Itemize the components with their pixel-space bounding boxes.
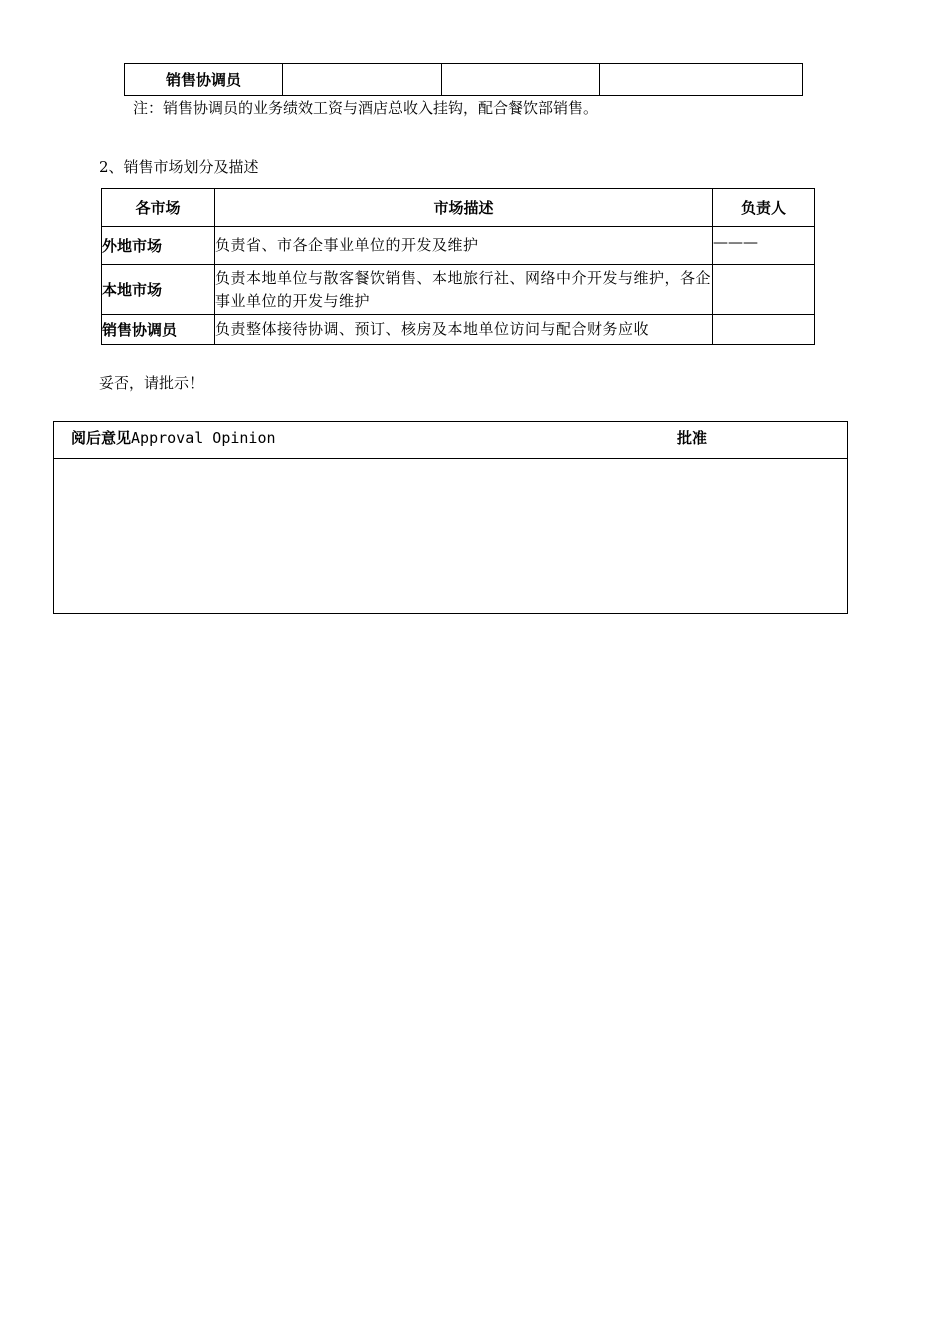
market-person bbox=[713, 265, 815, 315]
top-table-cell bbox=[283, 64, 442, 96]
top-table bbox=[124, 63, 803, 96]
market-person: ——— bbox=[713, 227, 815, 265]
approval-opinion-label bbox=[71, 427, 276, 448]
column-header-description: 市场描述 bbox=[215, 189, 713, 227]
top-table-row-label: 销售协调员 bbox=[125, 64, 283, 96]
market-name: 销售协调员 bbox=[102, 315, 215, 345]
column-header-person: 负责人 bbox=[713, 189, 815, 227]
market-name: 外地市场 bbox=[102, 227, 215, 265]
note-text: 注：销售协调员的业务绩效工资与酒店总收入挂钩，配合餐饮部销售。 bbox=[133, 99, 599, 117]
section-heading: 2、销售市场划分及描述 bbox=[99, 158, 259, 176]
approve-label: 批准 bbox=[677, 429, 708, 447]
approval-label-cn: 阅后意见 bbox=[71, 429, 132, 447]
market-description: 负责整体接待协调、预订、核房及本地单位访问与配合财务应收 bbox=[215, 315, 713, 345]
approval-opinion-area[interactable] bbox=[54, 459, 847, 614]
market-description: 负责省、市各企事业单位的开发及维护 bbox=[215, 227, 713, 265]
column-header-market: 各市场 bbox=[102, 189, 215, 227]
market-table bbox=[101, 188, 815, 345]
closing-text: 妥否，请批示！ bbox=[99, 374, 205, 392]
table-row bbox=[102, 265, 815, 315]
top-table-cell bbox=[600, 64, 803, 96]
table-row bbox=[102, 315, 815, 345]
approval-label-en: Approval Opinion bbox=[131, 429, 276, 447]
approval-header bbox=[54, 422, 847, 459]
approval-box bbox=[53, 421, 848, 614]
table-header-row bbox=[102, 189, 815, 227]
top-table-cell bbox=[442, 64, 600, 96]
market-name: 本地市场 bbox=[102, 265, 215, 315]
market-description: 负责本地单位与散客餐饮销售、本地旅行社、网络中介开发与维护，各企事业单位的开发与维护 bbox=[215, 265, 713, 315]
table-row bbox=[125, 64, 803, 96]
market-person bbox=[713, 315, 815, 345]
table-row bbox=[102, 227, 815, 265]
